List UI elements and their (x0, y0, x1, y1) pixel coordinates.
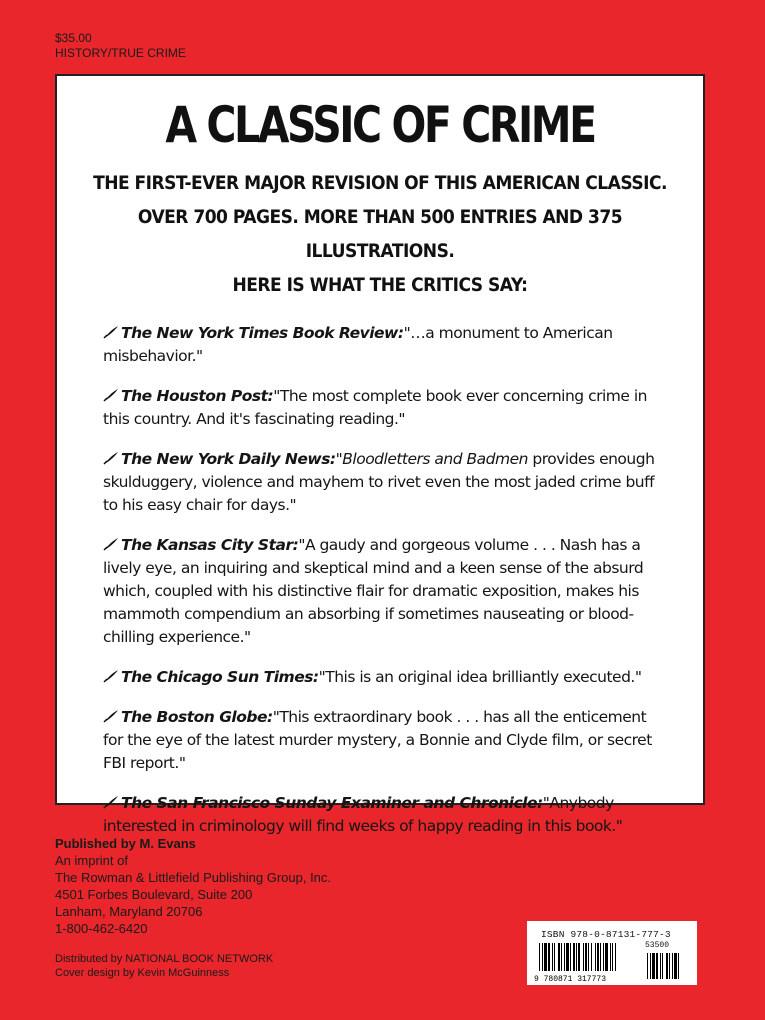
price-code: 53500 (645, 941, 670, 950)
critic-quote (103, 706, 663, 775)
subhead-line: THE FIRST-EVER MAJOR REVISION OF THIS AMERICAN CLASSIC. (93, 172, 667, 194)
publisher-info (55, 835, 331, 937)
quote-text: "Anybody interested in criminology will find weeks of happy reading in this book." (103, 794, 623, 835)
critic-quotes (103, 322, 663, 838)
quote-text: "The most complete book ever concerning crime in this country. And it's fascinating reading." (103, 387, 647, 428)
quill-icon (103, 325, 119, 339)
critic-quote (103, 448, 663, 517)
subhead (57, 166, 703, 302)
publisher-line: 1-800-462-6420 (55, 921, 148, 936)
quill-icon (103, 669, 119, 683)
quote-text: "A gaudy and gorgeous volume . . . Nash has a lively eye, an inquiring and skeptical mind and a keen sense of the absurd which, coupled with his distinctive flair for dramatic exposition, makes his mammoth compendium an absorbing if sometimes nauseating or blood-chilling experience." (103, 536, 644, 646)
review-panel (55, 74, 705, 835)
publisher-line: An imprint of (55, 853, 128, 868)
publisher-line: Lanham, Maryland 20706 (55, 904, 203, 919)
category: HISTORY/TRUE CRIME (55, 46, 186, 60)
quill-icon (103, 388, 119, 402)
publisher-line: The Rowman & Littlefield Publishing Group, Inc. (55, 870, 332, 885)
quote-text: provides enough skulduggery, violence and mayhem to rivet even the most jaded crime buff to his easy chair for days." (103, 450, 655, 514)
quote-source: The Chicago Sun Times: (121, 668, 319, 686)
barcode (527, 921, 697, 985)
quill-icon (103, 451, 119, 465)
barcode-bars-icon (533, 941, 693, 983)
publisher-line: 4501 Forbes Boulevard, Suite 200 (55, 887, 253, 902)
design-credit: Cover design by Kevin McGuinness (55, 967, 230, 979)
book-headline: A CLASSIC OF CRIME (165, 96, 595, 154)
quote-text: "…a monument to American misbehavior." (103, 324, 613, 365)
subhead-line: OVER 700 PAGES. MORE THAN 500 ENTRIES AND 375 ILLUSTRATIONS. (137, 206, 623, 262)
quote-source: The Boston Globe: (121, 708, 273, 726)
quote-text: "This is an original idea brilliantly executed." (318, 668, 642, 686)
quote-source: The San Francisco Sunday Examiner and Chronicle: (121, 794, 543, 812)
critic-quote (103, 666, 663, 689)
credits (55, 952, 273, 980)
quote-source: The Houston Post: (121, 387, 274, 405)
critic-quote (103, 322, 663, 368)
publisher-name: Published by M. Evans (55, 836, 196, 851)
quill-icon (103, 795, 119, 809)
quill-icon (103, 537, 119, 551)
subhead-line: HERE IS WHAT THE CRITICS SAY: (232, 274, 528, 296)
distributor-credit: Distributed by NATIONAL BOOK NETWORK (55, 953, 274, 965)
quote-source: The Kansas City Star: (121, 536, 299, 554)
quote-book-title: Bloodletters and Badmen (342, 450, 528, 468)
quote-text: "This extraordinary book . . . has all the enticement for the eye of the latest murder mystery, a Bonnie and Clyde film, or secret FBI report." (103, 708, 652, 772)
quote-text: " (335, 450, 343, 468)
quote-source: The New York Times Book Review: (121, 324, 404, 342)
quill-icon (103, 709, 119, 723)
top-meta (55, 31, 186, 61)
quote-source: The New York Daily News: (121, 450, 336, 468)
critic-quote (103, 792, 663, 838)
barcode-digits: 9 780871 317773 (534, 975, 607, 983)
critic-quote (103, 534, 663, 649)
price: $35.00 (55, 31, 92, 45)
critic-quote (103, 385, 663, 431)
isbn-text: ISBN 978-0-87131-777-3 (541, 929, 671, 940)
